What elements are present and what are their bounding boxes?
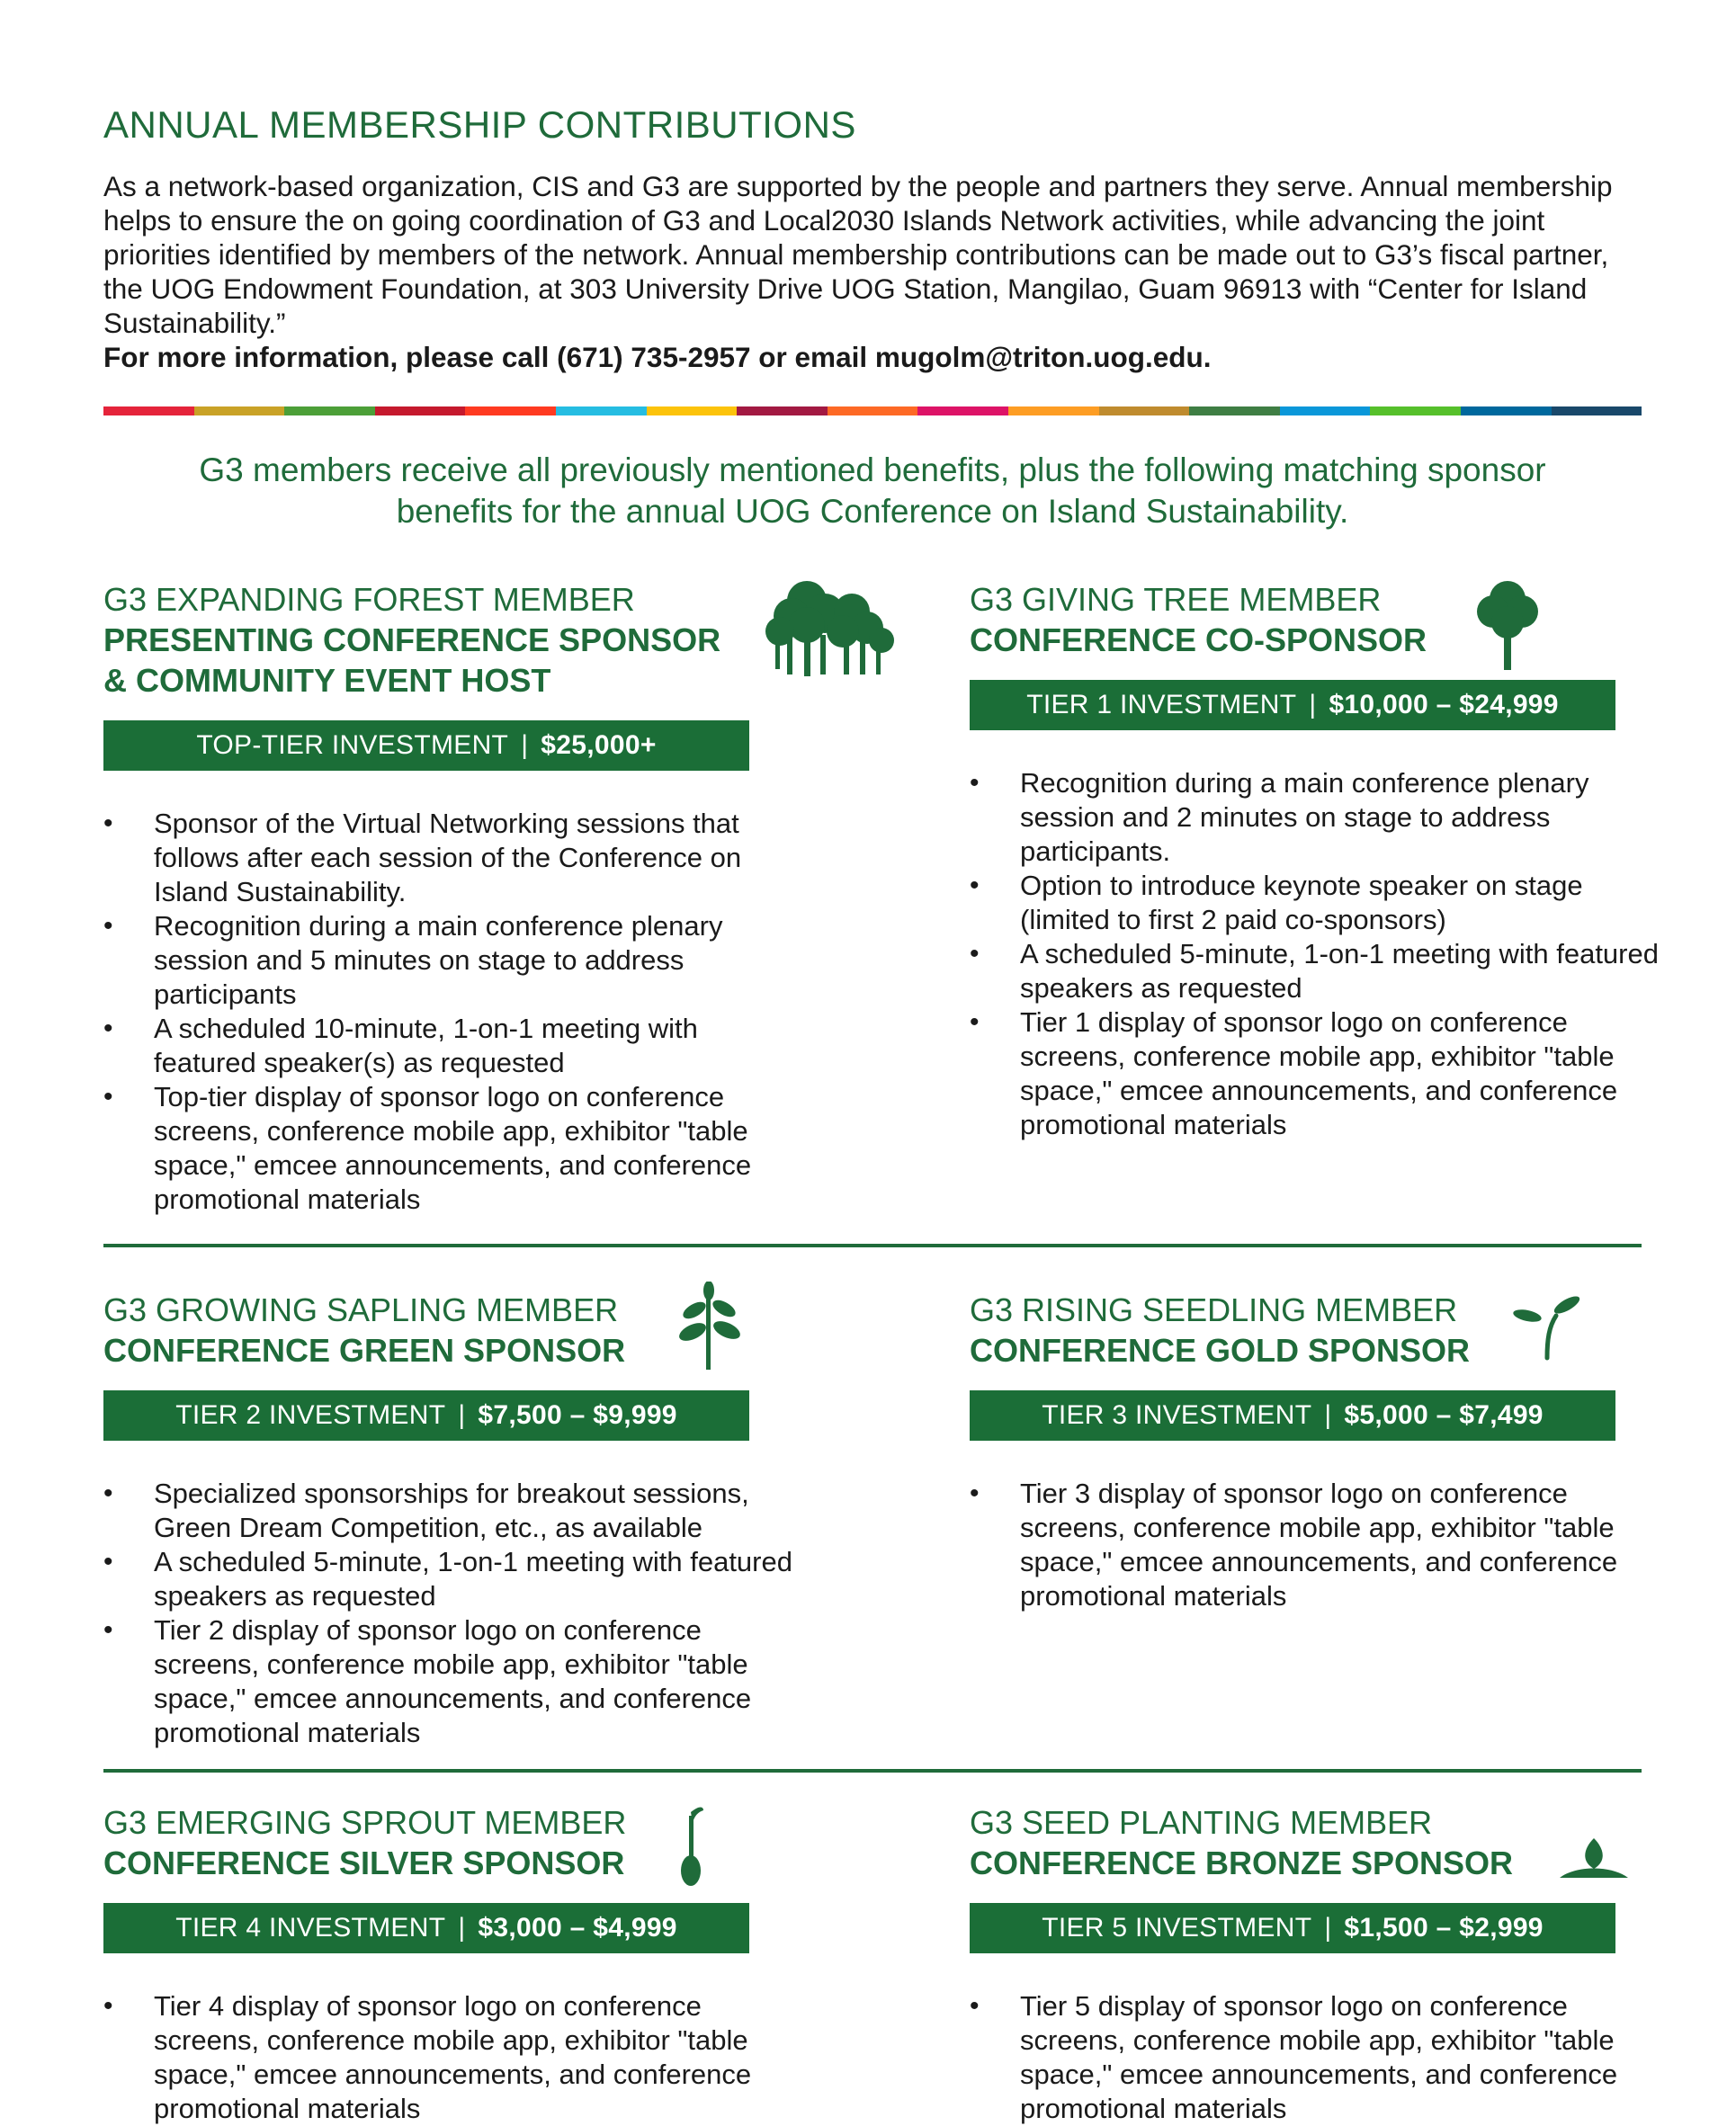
- investment-label: TOP-TIER INVESTMENT: [196, 730, 509, 760]
- sapling-icon: [673, 1282, 745, 1371]
- tier-role: CONFERENCE SILVER SPONSOR: [103, 1845, 625, 1881]
- tier-role: PRESENTING CONFERENCE SPONSOR & COMMUNITY EVENT HOST: [103, 621, 721, 699]
- tier-role: CONFERENCE GREEN SPONSOR: [103, 1332, 626, 1369]
- color-bar-segment: [1099, 406, 1190, 415]
- benefit-item: • Recognition during a main conference plenary session and 2 minutes on stage to address participants.: [970, 766, 1662, 869]
- benefit-item: • Tier 3 display of sponsor logo on conference screens, conference mobile app, exhibitor "table space," emcee announcements, and conference promotional materials: [970, 1477, 1662, 1613]
- benefit-item: • Specialized sponsorships for breakout sessions, Green Dream Competition, etc., as available: [103, 1477, 796, 1545]
- benefit-item: • Tier 2 display of sponsor logo on conference screens, conference mobile app, exhibitor "table space," emcee announcements, and conference promotional materials: [103, 1613, 796, 1750]
- investment-amount: $3,000 – $4,999: [478, 1913, 677, 1943]
- tier-role: CONFERENCE GOLD SPONSOR: [970, 1332, 1471, 1369]
- contact-info: For more information, please call (671) 735-2957 or email mugolm@triton.uog.edu.: [103, 341, 1212, 373]
- tier-kicker: G3 EXPANDING FOREST MEMBER: [103, 581, 635, 618]
- tier-role: CONFERENCE CO-SPONSOR: [970, 621, 1427, 658]
- benefit-item: • Top-tier display of sponsor logo on conference screens, conference mobile app, exhibitor "table space," emcee announcements, and conference promotional materials: [103, 1080, 796, 1217]
- color-bar-segment: [647, 406, 738, 415]
- color-bar-segment: [103, 406, 194, 415]
- investment-amount: $1,500 – $2,999: [1344, 1913, 1544, 1943]
- benefit-list: [970, 1989, 1662, 2126]
- investment-label: TIER 1 INVESTMENT: [1026, 690, 1297, 719]
- tier-block-expanding-forest: [103, 580, 796, 1217]
- investment-banner: TIER 2 INVESTMENT | $7,500 – $9,999: [103, 1390, 749, 1441]
- color-bar-segment: [556, 406, 647, 415]
- section-divider: [103, 1769, 1642, 1773]
- color-bar-segment: [1370, 406, 1461, 415]
- benefit-list: [970, 1477, 1662, 1613]
- page-title: ANNUAL MEMBERSHIP CONTRIBUTIONS: [103, 103, 856, 146]
- color-bar-segment: [375, 406, 466, 415]
- investment-banner: TIER 4 INVESTMENT | $3,000 – $4,999: [103, 1903, 749, 1953]
- tier-block-giving-tree: [970, 580, 1662, 1142]
- tier-kicker: G3 GROWING SAPLING MEMBER: [103, 1291, 619, 1328]
- investment-amount: $25,000+: [541, 730, 657, 760]
- benefit-list: [103, 1477, 796, 1750]
- investment-amount: $10,000 – $24,999: [1329, 690, 1559, 719]
- investment-banner: TOP-TIER INVESTMENT | $25,000+: [103, 720, 749, 771]
- color-bar-segment: [1280, 406, 1371, 415]
- benefit-item: • Option to introduce keynote speaker on stage (limited to first 2 paid co-sponsors): [970, 869, 1662, 937]
- investment-amount: $7,500 – $9,999: [478, 1400, 677, 1430]
- tree-icon: [1472, 577, 1544, 672]
- color-bar-segment: [284, 406, 375, 415]
- color-bar-segment: [917, 406, 1008, 415]
- tier-role: CONFERENCE BRONZE SPONSOR: [970, 1845, 1514, 1881]
- intro-paragraph: [103, 169, 1642, 374]
- forest-icon: [757, 576, 901, 683]
- benefit-item: • A scheduled 5-minute, 1-on-1 meeting with featured speakers as requested: [103, 1545, 796, 1613]
- benefit-item: • A scheduled 5-minute, 1-on-1 meeting with featured speakers as requested: [970, 937, 1662, 1005]
- investment-label: TIER 5 INVESTMENT: [1042, 1913, 1312, 1943]
- investment-banner: TIER 5 INVESTMENT | $1,500 – $2,999: [970, 1903, 1615, 1953]
- section-divider: [103, 1244, 1642, 1247]
- seed-icon: [1558, 1835, 1630, 1884]
- tier-kicker: G3 GIVING TREE MEMBER: [970, 581, 1382, 618]
- investment-amount: $5,000 – $7,499: [1344, 1400, 1544, 1430]
- investment-banner: TIER 1 INVESTMENT | $10,000 – $24,999: [970, 680, 1615, 730]
- benefit-item: • A scheduled 10-minute, 1-on-1 meeting with featured speaker(s) as requested: [103, 1012, 796, 1080]
- tier-kicker: G3 RISING SEEDLING MEMBER: [970, 1291, 1458, 1328]
- color-bar-segment: [1552, 406, 1642, 415]
- investment-banner: TIER 3 INVESTMENT | $5,000 – $7,499: [970, 1390, 1615, 1441]
- benefit-list: [103, 807, 796, 1217]
- benefit-list: [103, 1989, 796, 2126]
- investment-label: TIER 4 INVESTMENT: [175, 1913, 446, 1943]
- investment-label: TIER 2 INVESTMENT: [175, 1400, 446, 1430]
- sprout-icon: [673, 1803, 709, 1889]
- investment-label: TIER 3 INVESTMENT: [1042, 1400, 1312, 1430]
- seedling-icon: [1511, 1291, 1583, 1362]
- benefit-item: • Tier 4 display of sponsor logo on conference screens, conference mobile app, exhibitor "table space," emcee announcements, and conference promotional materials: [103, 1989, 796, 2126]
- color-bar-segment: [1189, 406, 1280, 415]
- benefit-item: • Recognition during a main conference plenary session and 5 minutes on stage to address participants: [103, 909, 796, 1012]
- benefit-item: • Tier 5 display of sponsor logo on conference screens, conference mobile app, exhibitor "table space," emcee announcements, and conference promotional materials: [970, 1989, 1662, 2126]
- color-bar: [103, 406, 1642, 415]
- tier-kicker: G3 EMERGING SPROUT MEMBER: [103, 1804, 627, 1841]
- benefit-item: • Tier 1 display of sponsor logo on conference screens, conference mobile app, exhibitor "table space," emcee announcements, and conference promotional materials: [970, 1005, 1662, 1142]
- tagline: G3 members receive all previously mentioned benefits, plus the following matching sponsor benefits for the annual UOG Conference on Island Sustainability.: [199, 451, 1546, 530]
- color-bar-segment: [737, 406, 828, 415]
- benefit-list: [970, 766, 1662, 1142]
- benefit-item: • Sponsor of the Virtual Networking sessions that follows after each session of the Conference on Island Sustainability.: [103, 807, 796, 909]
- tier-kicker: G3 SEED PLANTING MEMBER: [970, 1804, 1433, 1841]
- color-bar-segment: [828, 406, 918, 415]
- color-bar-segment: [465, 406, 556, 415]
- color-bar-segment: [194, 406, 285, 415]
- color-bar-segment: [1461, 406, 1552, 415]
- intro-text: As a network-based organization, CIS and G3 are supported by the people and partners they serve. Annual membership helps to ensure the on going coordination of G3 and Local2030 Islands Network activities, while advancing the joint priorities identified by members of the network. Annual membership contributions can be made out to G3’s fiscal partner, the UOG Endowment Foundation, at 303 University Drive UOG Station, Mangilao, Guam 96913 with “Center for Island Sustainability.”: [103, 170, 1613, 339]
- color-bar-segment: [1008, 406, 1099, 415]
